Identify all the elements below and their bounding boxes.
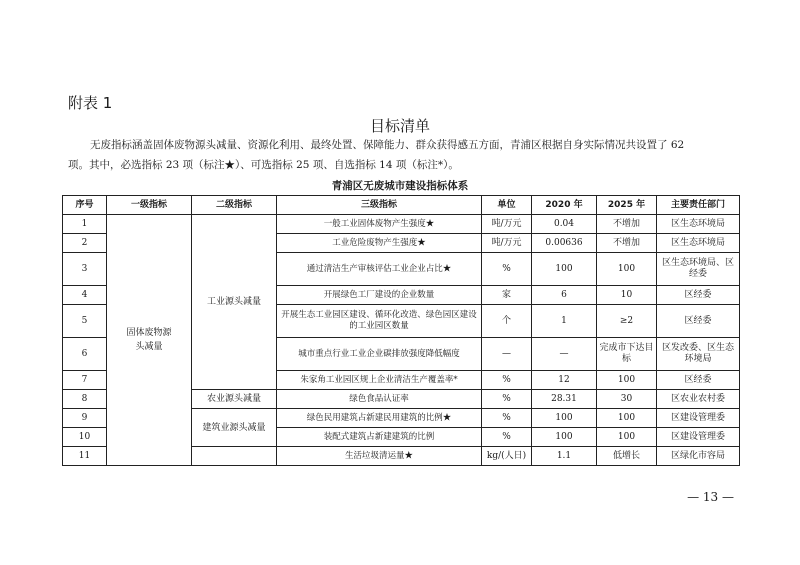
cell-2025: 不增加 [597, 234, 657, 253]
cell-2020: 0.00636 [532, 234, 597, 253]
cell-unit: 吨/万元 [482, 215, 532, 234]
cell-seq: 6 [63, 338, 107, 371]
cell-level3: 一般工业固体废物产生强度★ [277, 215, 482, 234]
cell-2020: 100 [532, 409, 597, 428]
header-2025: 2025 年 [597, 196, 657, 215]
cell-level2-empty [192, 447, 277, 466]
cell-2020: 0.04 [532, 215, 597, 234]
cell-2025: 100 [597, 409, 657, 428]
cell-unit: 个 [482, 305, 532, 338]
cell-2025: 100 [597, 371, 657, 390]
intro-paragraph [68, 135, 736, 175]
header-level2: 二级指标 [192, 196, 277, 215]
cell-2020: 28.31 [532, 390, 597, 409]
header-level3: 三级指标 [277, 196, 482, 215]
cell-level3: 开展绿色工厂建设的企业数量 [277, 286, 482, 305]
header-dept: 主要责任部门 [657, 196, 740, 215]
cell-2020: 6 [532, 286, 597, 305]
cell-unit: kg/(人日) [482, 447, 532, 466]
cell-seq: 4 [63, 286, 107, 305]
level1-group-label: 固体废物源头减量 [126, 328, 172, 352]
cell-2025: 完成市下达目标 [597, 338, 657, 371]
cell-2020: 1.1 [532, 447, 597, 466]
header-2020: 2020 年 [532, 196, 597, 215]
cell-level3: 城市重点行业工业企业碳排放强度降低幅度 [277, 338, 482, 371]
cell-seq: 8 [63, 390, 107, 409]
cell-unit: % [482, 371, 532, 390]
cell-dept: 区绿化市容局 [657, 447, 740, 466]
cell-dept: 区经委 [657, 371, 740, 390]
table-row [63, 215, 740, 234]
document-title: 目标清单 [369, 117, 430, 135]
cell-level3: 朱家角工业园区规上企业清洁生产覆盖率* [277, 371, 482, 390]
cell-dept: 区经委 [657, 286, 740, 305]
header-unit: 单位 [482, 196, 532, 215]
cell-level3: 绿色民用建筑占新建民用建筑的比例★ [277, 409, 482, 428]
cell-level3: 绿色食品认证率 [277, 390, 482, 409]
cell-level3: 工业危险废物产生强度★ [277, 234, 482, 253]
cell-seq: 7 [63, 371, 107, 390]
cell-level2-industry: 工业源头减量 [192, 215, 277, 390]
cell-2025: 低增长 [597, 447, 657, 466]
header-level1: 一级指标 [107, 196, 192, 215]
cell-dept: 区经委 [657, 305, 740, 338]
cell-2025: ≥2 [597, 305, 657, 338]
cell-level3: 通过清洁生产审核评估工业企业占比★ [277, 253, 482, 286]
header-seq: 序号 [63, 196, 107, 215]
cell-2025: 100 [597, 253, 657, 286]
cell-2025: 30 [597, 390, 657, 409]
indicator-table [62, 195, 740, 466]
cell-dept: 区生态环境局 [657, 215, 740, 234]
cell-unit: — [482, 338, 532, 371]
cell-unit: 家 [482, 286, 532, 305]
cell-seq: 10 [63, 428, 107, 447]
cell-2020: 1 [532, 305, 597, 338]
page-number: — 13 — [687, 490, 734, 504]
cell-seq: 5 [63, 305, 107, 338]
cell-unit: % [482, 390, 532, 409]
cell-2020: 100 [532, 253, 597, 286]
cell-seq: 1 [63, 215, 107, 234]
cell-seq: 3 [63, 253, 107, 286]
cell-dept: 区农业农村委 [657, 390, 740, 409]
cell-unit: % [482, 428, 532, 447]
intro-line-1: 无废指标涵盖固体废物源头减量、资源化利用、最终处置、保障能力、群众获得感五方面，青浦区根据自身实际情况共设置了 62 [90, 139, 685, 151]
cell-seq: 11 [63, 447, 107, 466]
cell-level3: 生活垃圾清运量★ [277, 447, 482, 466]
cell-dept: 区建设管理委 [657, 409, 740, 428]
cell-2020: 12 [532, 371, 597, 390]
cell-dept: 区发改委、区生态环境局 [657, 338, 740, 371]
cell-level2-agriculture: 农业源头减量 [192, 390, 277, 409]
cell-dept: 区生态环境局 [657, 234, 740, 253]
cell-unit: % [482, 409, 532, 428]
cell-unit: 吨/万元 [482, 234, 532, 253]
cell-2025: 100 [597, 428, 657, 447]
cell-level3: 装配式建筑占新建建筑的比例 [277, 428, 482, 447]
table-caption: 青浦区无废城市建设指标体系 [331, 180, 469, 192]
cell-2020: — [532, 338, 597, 371]
cell-seq: 9 [63, 409, 107, 428]
cell-seq: 2 [63, 234, 107, 253]
cell-level2-construction [192, 409, 277, 447]
annex-label: 附表 1 [68, 94, 113, 112]
cell-dept: 区建设管理委 [657, 428, 740, 447]
table-header-row [63, 196, 740, 215]
level2-construction-label: 建筑业源头减量 [202, 422, 266, 433]
cell-dept: 区生态环境局、区经委 [657, 253, 740, 286]
cell-level1-group [107, 215, 192, 466]
intro-line-2: 项。其中，必选指标 23 项（标注★）、可选指标 25 项、自选指标 14 项（标注*）。 [68, 159, 459, 171]
cell-unit: % [482, 253, 532, 286]
cell-2025: 不增加 [597, 215, 657, 234]
cell-level3: 开展生态工业园区建设、循环化改造、绿色园区建设的工业园区数量 [277, 305, 482, 338]
cell-2025: 10 [597, 286, 657, 305]
cell-2020: 100 [532, 428, 597, 447]
